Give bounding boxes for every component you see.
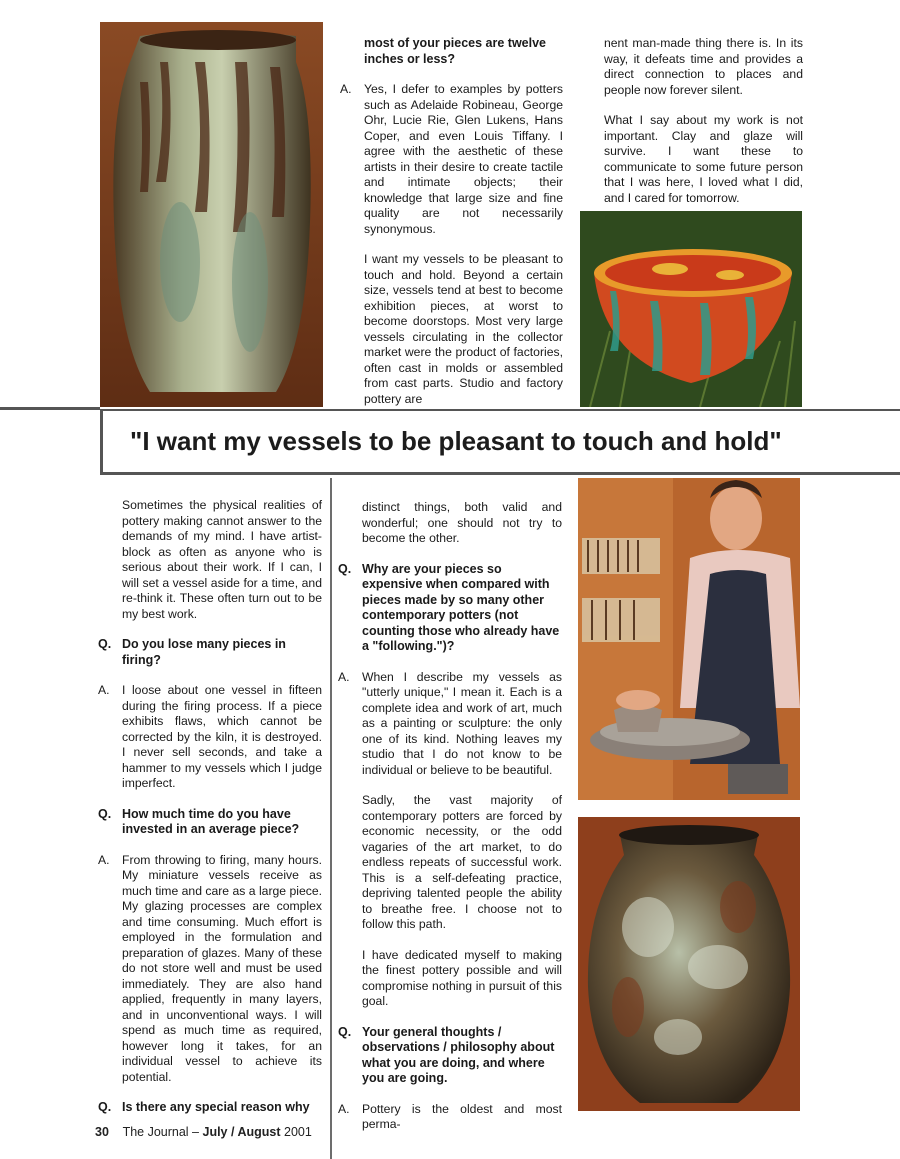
issue-months: July / August [202,1125,281,1139]
paragraph: I want my vessels to be pleasant to touch and hold. Beyond a certain size, vessels tend at best to become exhibition pieces, at worst to become doorstops. Most very large vessels circulating in the collector market were the product of factories, often cast in molds or assembled from cast parts. Studio and factory pottery are [364,252,563,406]
answer [98,683,322,792]
page-number: 30 [95,1125,109,1139]
top-middle-column [340,36,563,422]
photo-round-vase [578,817,800,1111]
question-text: Do you lose many pieces in firing? [122,637,286,667]
question-text: How much time do you have invested in an average piece? [122,806,300,836]
question-label: Q. [98,806,112,821]
paragraph: I have dedicated myself to making the finest pottery possible and will compromise nothing in pursuit of this goal. [362,947,562,1008]
question-text: Is there any special reason why [122,1100,310,1114]
question [98,1100,322,1116]
question-text: Your general thoughts / observations / philosophy about what you are doing, and where you are going. [362,1024,555,1085]
question-label: Q. [338,561,352,576]
question [98,807,322,838]
answer [338,1102,562,1133]
paragraph: Sometimes the physical realities of pottery making cannot answer to the demands of my mind. I have artist-block as often as anyone who is serious about their work. If I can, I will set a vessel aside for a time, and re-think it. These often turn out to be my best work. [122,498,322,621]
answer [98,853,322,1086]
pull-quote: "I want my vessels to be pleasant to touch and hold" [130,426,782,456]
answer-text: I loose about one vessel in fifteen during the firing process. If a piece exhibits flaws, which cannot be corrected by the kiln, it is destroyed. I never sell seconds, and take a hammer to my vessels which I judge imperfect. [122,683,322,790]
column-divider [330,478,332,1159]
answer-label: A. [98,683,110,697]
question [98,637,322,668]
question-label: Q. [338,1024,352,1039]
journal-name: The Journal – [122,1125,200,1139]
question-continuation [340,36,563,67]
paragraph: What I say about my work is not important. Clay and glaze will survive. I want these to communicate to some future person that I was here, I loved what I did, and I cared for tomorrow. [604,113,803,205]
bottom-left-column [98,498,322,1131]
issue-year: 2001 [284,1125,312,1139]
question-label: Q. [98,1100,112,1114]
answer [340,82,563,237]
paragraph: Sadly, the vast majority of contemporary potters are forced by economic necessity, or the odd vagaries of the art market, to do endless repeats of successful work. This is a self-defeating practice, depriving talented people the ability to breathe free. I choose not to follow this path. [362,793,562,931]
answer-label: A. [340,82,352,96]
answer-label: A. [338,1101,350,1116]
question-text: most of your pieces are twelve inches or less? [364,36,547,66]
paragraph: distinct things, both valid and wonderful; one should not try to become the other. [362,500,562,545]
bottom-middle-column [338,500,562,1148]
photo-tall-vase [100,22,323,407]
answer-text: When I describe my vessels as "utterly unique," I mean it. Each is a complete idea and work of art, much as a painting or sculpture: the only one of its kind. Nothing leaves my studio that I do not know to be individual or believe to be beautiful. [362,669,562,777]
answer-text: From throwing to firing, many hours. My miniature vessels receive as much time and care as a large piece. My glazing processes are complex and time consuming. Much effort is employed in the formulation and preparation of glazes. Many of these do not store well and must be used immediately. They are also hand applied, frequently in many layers, and in unconventional ways. I will spend as much time as required, however long it takes, for an individual vessel to achieve its potential. [122,852,322,1084]
photo-bowl [580,211,802,407]
page-footer [95,1125,312,1139]
paragraph: nent man-made thing there is. In its way, it defeats time and provides a direct connection to places and people now forever silent. [604,36,803,97]
question [338,1025,562,1087]
answer-text: Yes, I defer to examples by potters such as Adelaide Robineau, George Ohr, Lucie Rie, Glen Lukens, Hans Coper, and even Louis Tiffany. I agree with the aesthetic of these artists in their desire to create tactile and intimate objects; their knowledge that large size and fine quality are not necessarily synonymous. [364,82,563,236]
answer [338,670,562,779]
pull-quote-rule [0,407,100,410]
question-label: Q. [98,637,112,651]
photo-potter-at-wheel [578,478,800,800]
answer-text: Pottery is the oldest and most perma- [362,1101,562,1131]
answer-label: A. [98,852,110,867]
question [338,562,562,655]
question-text: Why are your pieces so expensive when compared with pieces made by so many other contemporary potters (not counting those who already have a "following.")? [362,561,560,653]
top-right-column [604,36,803,221]
answer-label: A. [338,669,350,684]
